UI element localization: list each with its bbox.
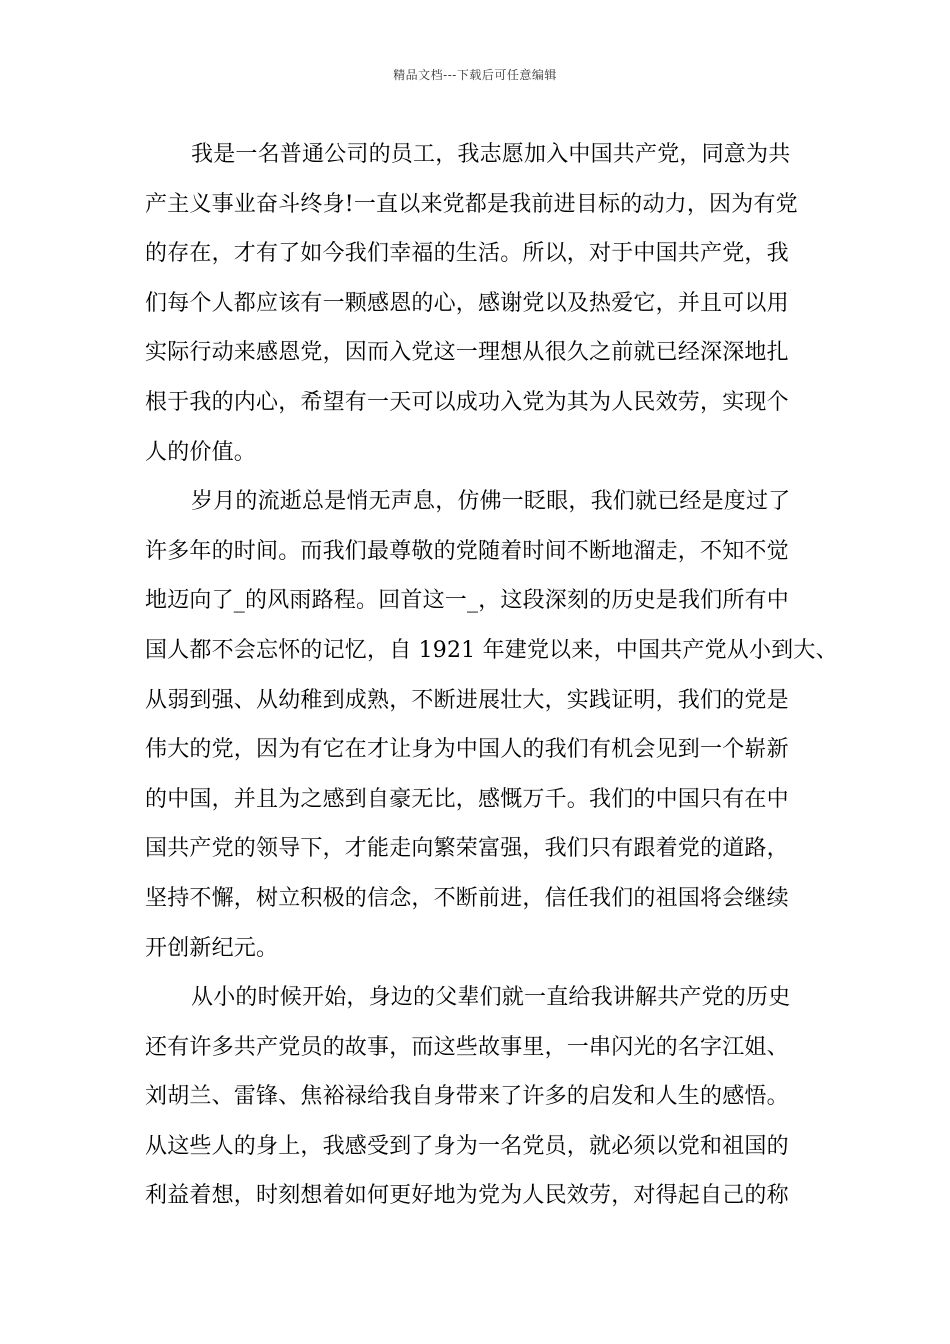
text-line: 的中国，并且为之感到自豪无比，感慨万千。我们的中国只有在中	[145, 786, 789, 812]
text-line: 坚持不懈，树立积极的信念，不断前进，信任我们的祖国将会继续	[145, 885, 789, 911]
text-line: 从这些人的身上，我感受到了身为一名党员，就必须以党和祖国的	[145, 1133, 789, 1159]
text-line: 开创新纪元。	[145, 935, 279, 961]
text-line: 产主义事业奋斗终身!一直以来党都是我前进目标的动力，因为有党	[145, 191, 798, 217]
text-line: 我是一名普通公司的员工，我志愿加入中国共产党，同意为共	[191, 142, 791, 167]
text-line: 地迈向了_的风雨路程。回首这一_，这段深刻的历史是我们所有中	[145, 588, 790, 614]
text-line: 从弱到强、从幼稚到成熟，不断进展壮大，实践证明，我们的党是	[145, 687, 789, 713]
text-line: 岁月的流逝总是悄无声息，仿佛一眨眼，我们就已经是度过了	[191, 489, 791, 515]
text-line: 人的价值。	[145, 439, 257, 465]
text-line: 的存在，才有了如今我们幸福的生活。所以，对于中国共产党，我	[145, 241, 789, 267]
text-line: 们每个人都应该有一颗感恩的心，感谢党以及热爱它，并且可以用	[145, 290, 789, 316]
text-line: 还有许多共产党员的故事，而这些故事里，一串闪光的名字江姐、	[145, 1034, 789, 1060]
text-line: 刘胡兰、雷锋、焦裕禄给我自身带来了许多的启发和人生的感悟。	[145, 1084, 789, 1110]
text-line: 许多年的时间。而我们最尊敬的党随着时间不断地溜走，不知不觉	[145, 538, 789, 564]
document-body	[145, 130, 838, 1221]
text-line: 国人都不会忘怀的记忆，自 1921 年建党以来，中国共产党从小到大、	[145, 637, 838, 663]
text-line: 国共产党的领导下，才能走向繁荣富强，我们只有跟着党的道路，	[145, 836, 789, 862]
page-header: 精品文档---下载后可任意编辑	[393, 68, 557, 82]
text-line: 伟大的党，因为有它在才让身为中国人的我们有机会见到一个崭新	[145, 737, 789, 763]
text-line: 从小的时候开始，身边的父辈们就一直给我讲解共产党的历史	[191, 985, 791, 1011]
text-line: 利益着想，时刻想着如何更好地为党为人民效劳，对得起自己的称	[145, 1183, 789, 1209]
text-line: 根于我的内心，希望有一天可以成功入党为其为人民效劳，实现个	[145, 389, 789, 415]
text-line: 实际行动来感恩党，因而入党这一理想从很久之前就已经深深地扎	[145, 340, 789, 366]
